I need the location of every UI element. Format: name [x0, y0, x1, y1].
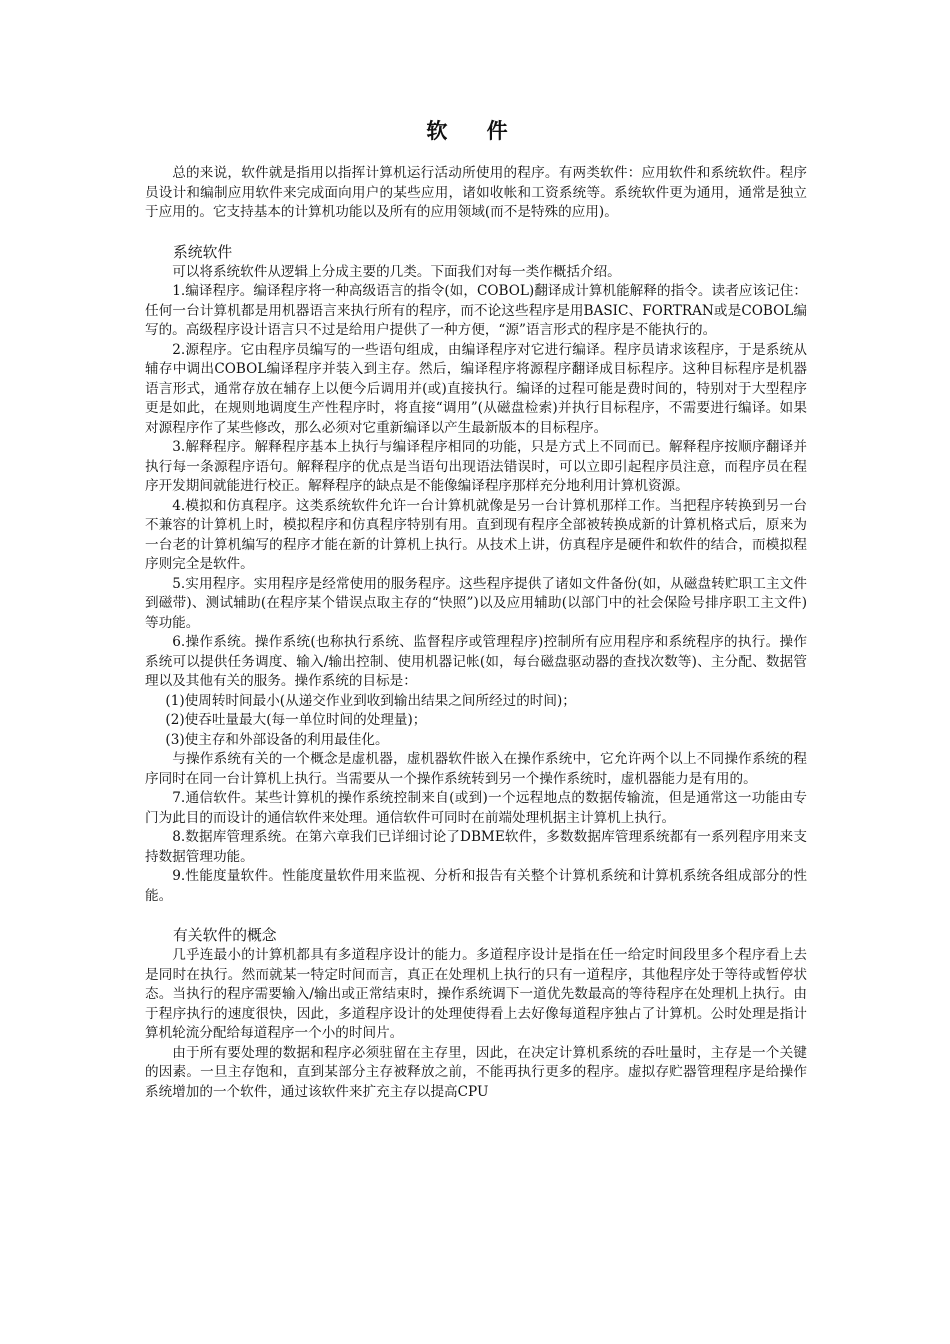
- paragraph-dbms: 8.数据库管理系统。在第六章我们已详细讨论了DBME软件，多数数据库管理系统都有一系列程序用来支持数据管理功能。: [145, 829, 807, 865]
- intro-paragraph: 总的来说，软件就是指用以指挥计算机运行活动所使用的程序。有两类软件：应用软件和系统软件。程序员设计和编制应用软件来完成面向用户的某些应用，诸如收帐和工资系统等。系统软件更为通用，通常是独立于应用的。它支持基本的计算机功能以及所有的应用领域(而不是特殊的应用)。: [145, 165, 807, 220]
- os-goal-3: (3)使主存和外部设备的利用最佳化。: [165, 731, 389, 748]
- paragraph-virtual-storage: 由于所有要处理的数据和程序必须驻留在主存里，因此，在决定计算机系统的吞吐量时，主存是一个关键的因素。一旦主存饱和，直到某部分主存被释放之前，不能再执行更多的程序。虚拟存贮器管理程序是给操作系统增加的一个软件，通过该软件来扩充主存以提高CPU: [145, 1044, 807, 1100]
- paragraph-operating-system: 6.操作系统。操作系统(也称执行系统、监督程序或管理程序)控制所有应用程序和系统程序的执行。操作系统可以提供任务调度、输入/输出控制、使用机器记帐(如，每台磁盘驱动器的查找次数等)、主分配、数据管理以及其他有关的服务。操作系统的目标是：: [145, 634, 807, 689]
- paragraph-virtual-machine: 与操作系统有关的一个概念是虚机器，虚机器软件嵌入在操作系统中，它允许两个以上不同操作系统的程序同时在同一台计算机上执行。当需要从一个操作系统转到另一个操作系统时，虚机器能力是有用的。: [145, 751, 807, 787]
- page-title: 软 件: [426, 119, 524, 143]
- paragraph-performance: 9.性能度量软件。性能度量软件用来监视、分析和报告有关整个计算机系统和计算机系统各组成部分的性能。: [145, 868, 807, 904]
- section-heading-system-software: 系统软件: [173, 243, 233, 261]
- paragraph-utility: 5.实用程序。实用程序是经常使用的服务程序。这些程序提供了诸如文件备份(如，从磁盘转贮职工主文件到磁带)、测试辅助(在程序某个错误点取主存的“快照”)以及应用辅助(以部门中的社会保险号排序职工主文件)等功能。: [145, 575, 807, 631]
- section-heading-software-concepts: 有关软件的概念: [173, 927, 277, 944]
- os-goal-1: (1)使周转时间最小(从递交作业到收到输出结果之间所经过的时间)；: [165, 692, 576, 709]
- system-software-lead: 可以将系统软件从逻辑上分成主要的几类。下面我们对每一类作概括介绍。: [172, 263, 621, 280]
- os-goal-2: (2)使吞吐量最大(每一单位时间的处理量)；: [165, 712, 427, 728]
- paragraph-communication: 7.通信软件。某些计算机的操作系统控制来自(或到)一个远程地点的数据传输流，但是通常这一功能由专门为此目的而设计的通信软件来处理。通信软件可同时在前端处理机据主计算机上执行。: [145, 790, 807, 826]
- paragraph-compiler: 1.编译程序。编译程序将一种高级语言的指令(如，COBOL)翻译成计算机能解释的指令。读者应该记住：任何一台计算机都是用机器语言来执行所有的程序，而不论这些程序是用BASIC、FORTRAN或是COBOL编写的。高级程序设计语言只不过是给用户提供了一种方便，“源”语言形式的程序是不能执行的。: [145, 283, 807, 338]
- paragraph-source-program: 2.源程序。它由程序员编写的一些语句组成，由编译程序对它进行编译。程序员请求该程序，于是系统从辅存中调出COBOL编译程序并装入到主存。然后，编译程序将源程序翻译成目标程序。这种目标程序是机器语言形式，通常存放在辅存上以便今后调用并(或)直接执行。编译的过程可能是费时间的，特别对于大型程序更是如此，在规则地调度生产性程序时，将直接“调用”(从磁盘检索)并执行目标程序，不需要进行编译。如果对源程序作了某些修改，那么必须对它重新编译以产生最新版本的目标程序。: [145, 341, 807, 436]
- paragraph-interpreter: 3.解释程序。解释程序基本上执行与编译程序相同的功能，只是方式上不同而已。解释程序按顺序翻译并执行每一条源程序语句。解释程序的优点是当语句出现语法错误时，可以立即引起程序员注意，而程序员在程序开发期间就能进行校正。解释程序的缺点是不能像编译程序那样充分地利用计算机资源。: [145, 439, 807, 494]
- document-body: [145, 164, 807, 1102]
- paragraph-emulation: 4.模拟和仿真程序。这类系统软件允许一台计算机就像是另一台计算机那样工作。当把程序转换到另一台不兼容的计算机上时，模拟程序和仿真程序特别有用。直到现有程序全部被转换成新的计算机格式后，原来为一台老的计算机编写的程序才能在新的计算机上执行。从技术上讲，仿真程序是硬件和软件的结合，而模拟程序则完全是软件。: [145, 497, 807, 572]
- paragraph-multiprogramming: 几乎连最小的计算机都具有多道程序设计的能力。多道程序设计是指在任一给定时间段里多个程序看上去是同时在执行。然而就某一特定时间而言，真正在处理机上执行的只有一道程序，其他程序处于等待或暂停状态。当执行的程序需要输入/输出或正常结束时，操作系统调下一道优先数最高的等待程序在处理机上执行。由于程序执行的速度很快，因此，多道程序设计的处理使得看上去好像每道程序独占了计算机。公时处理是指计算机轮流分配给每道程序一个小的时间片。: [145, 947, 807, 1041]
